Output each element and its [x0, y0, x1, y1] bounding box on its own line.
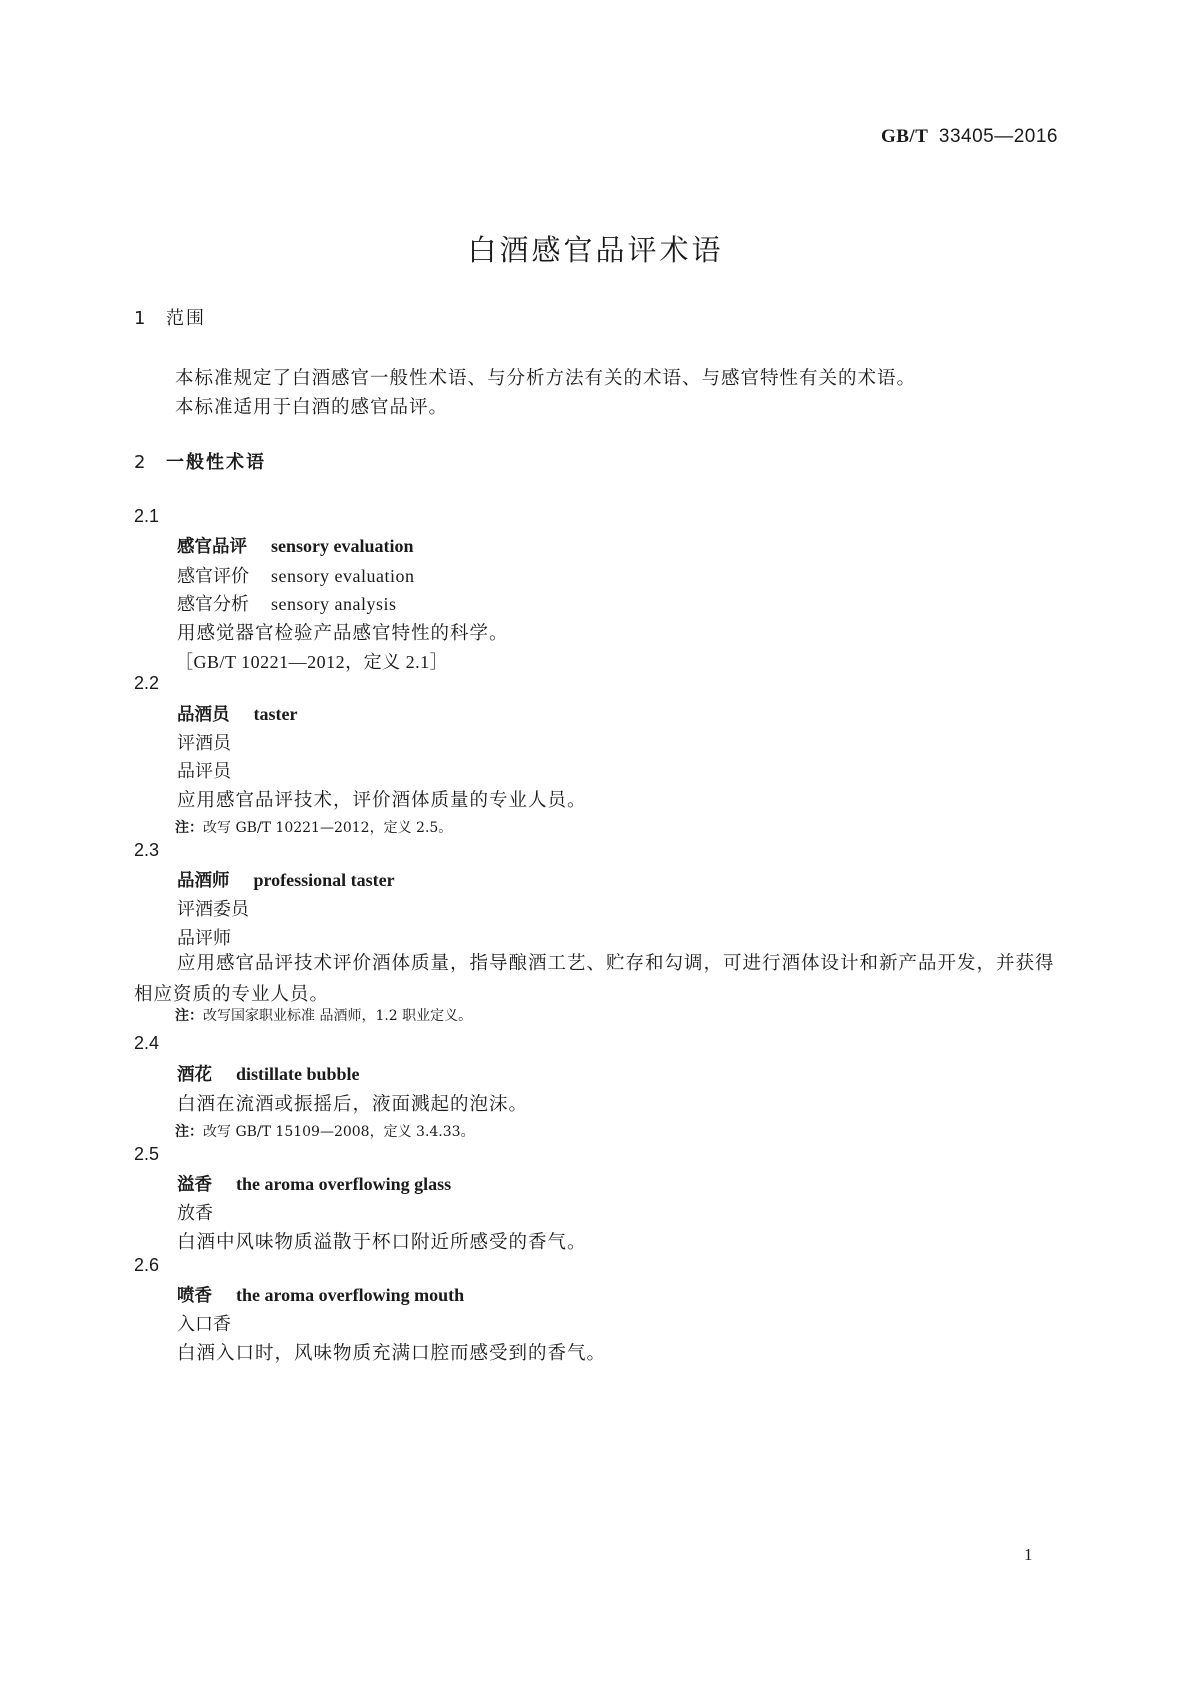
- term-zh: 品酒员: [177, 705, 230, 725]
- synonym-term: 评酒员: [177, 733, 231, 754]
- term-definition: 白酒在流酒或振摇后，液面溅起的泡沫。: [177, 1094, 529, 1115]
- section-title: 一般性术语: [166, 452, 266, 473]
- term-en: the aroma overflowing glass: [236, 1174, 452, 1194]
- term-definition: 应用感官品评技术评价酒体质量，指导酿酒工艺、贮存和勾调，可进行酒体设计和新产品开发，并获得相应资质的专业人员。: [134, 953, 1055, 1005]
- synonym-en: sensory analysis: [271, 594, 397, 614]
- clause-number: 2.1: [134, 506, 160, 526]
- term-en: taster: [253, 704, 298, 724]
- standard-prefix: GB/T: [880, 126, 929, 147]
- clause-number: 2.5: [134, 1144, 160, 1164]
- synonym-term: [177, 562, 414, 588]
- standard-number: 33405—2016: [938, 126, 1058, 147]
- preferred-term: [177, 1061, 360, 1086]
- synonym-term: 评酒委员: [177, 899, 249, 920]
- section-1-heading: [134, 304, 206, 330]
- term-zh: 品酒师: [177, 871, 230, 891]
- section-number: 2: [134, 452, 146, 473]
- synonym-zh: 感官分析: [177, 594, 249, 615]
- standard-code: [881, 126, 1058, 148]
- term-en: professional taster: [253, 870, 395, 890]
- note-label: 注：: [175, 1124, 203, 1140]
- note-label: 注：: [175, 820, 203, 836]
- synonym-term: 放香: [177, 1203, 213, 1224]
- preferred-term: [177, 1171, 451, 1196]
- preferred-term: [177, 701, 297, 726]
- preferred-term: [177, 533, 414, 558]
- term-note: [175, 1121, 475, 1141]
- term-zh: 感官品评: [177, 537, 247, 557]
- preferred-term: [177, 867, 395, 892]
- term-zh: 酒花: [177, 1065, 212, 1085]
- note-text: 改写 GB/T 15109—2008，定义 3.4.33。: [203, 1124, 475, 1140]
- term-note: [175, 1005, 472, 1025]
- term-en: the aroma overflowing mouth: [236, 1285, 465, 1305]
- term-definition: 白酒中风味物质溢散于杯口附近所感受的香气。: [177, 1232, 587, 1253]
- synonym-term: 品评师: [177, 928, 231, 949]
- document-title: 白酒感官品评术语: [467, 233, 724, 267]
- term-en: distillate bubble: [236, 1064, 360, 1084]
- clause-number: 2.4: [134, 1033, 160, 1053]
- synonym-en: sensory evaluation: [271, 566, 415, 586]
- page-number: 1: [1024, 1545, 1033, 1564]
- term-definition: 应用感官品评技术，评价酒体质量的专业人员。: [177, 790, 587, 811]
- synonym-term: 入口香: [177, 1314, 231, 1335]
- term-en: sensory evaluation: [271, 536, 414, 556]
- scope-paragraph-2: 本标准适用于白酒的感官品评。: [175, 397, 449, 418]
- synonym-zh: 感官评价: [177, 566, 249, 587]
- section-title: 范围: [166, 308, 206, 329]
- term-zh: 溢香: [177, 1175, 212, 1195]
- term-definition: 用感觉器官检验产品感官特性的科学。: [177, 623, 509, 644]
- note-text: 改写 GB/T 10221—2012，定义 2.5。: [203, 820, 453, 836]
- scope-paragraph-1: 本标准规定了白酒感官一般性术语、与分析方法有关的术语、与感官特性有关的术语。: [175, 368, 917, 389]
- synonym-term: 品评员: [177, 761, 231, 782]
- synonym-term: [177, 590, 396, 616]
- section-2-heading: [134, 448, 266, 474]
- note-label: 注：: [175, 1008, 203, 1024]
- term-source: ［GB/T 10221—2012，定义 2.1］: [175, 652, 449, 672]
- term-note: [175, 817, 452, 837]
- clause-number: 2.6: [134, 1255, 160, 1275]
- note-text: 改写国家职业标准 品酒师，1.2 职业定义。: [203, 1008, 473, 1024]
- clause-number: 2.2: [134, 673, 160, 693]
- clause-number: 2.3: [134, 840, 160, 860]
- term-definition: 白酒入口时，风味物质充满口腔而感受到的香气。: [177, 1343, 607, 1364]
- term-zh: 喷香: [177, 1286, 212, 1306]
- section-number: 1: [134, 308, 146, 329]
- preferred-term: [177, 1282, 464, 1307]
